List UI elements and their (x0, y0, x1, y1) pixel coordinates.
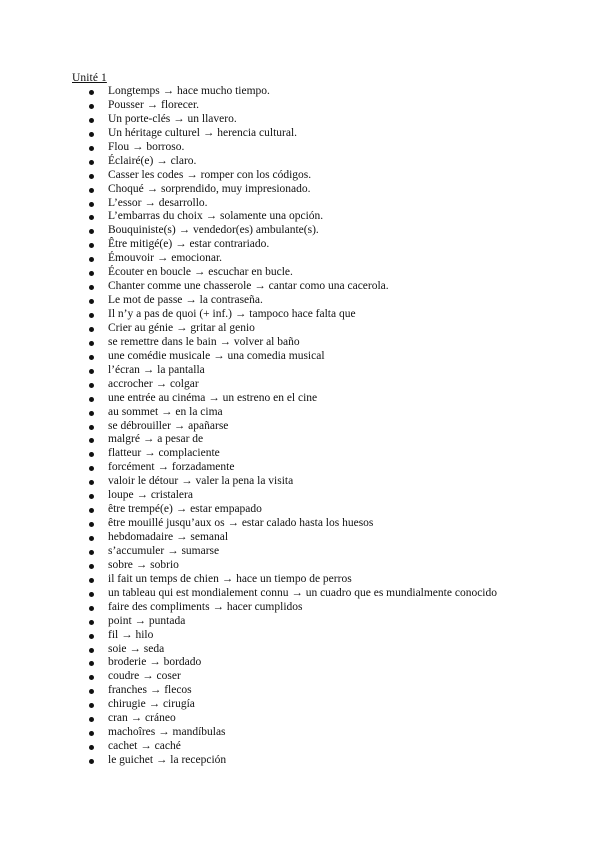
bullet-icon (89, 271, 94, 276)
vocab-entry (108, 615, 185, 629)
french-term: Un porte-clés (108, 112, 171, 125)
spanish-translation: semanal (190, 531, 229, 543)
vocab-entry (108, 252, 222, 266)
vocab-entry (108, 392, 317, 406)
bullet-icon (89, 661, 94, 666)
spanish-translation: cristalera (150, 489, 193, 502)
french-term: Un héritage culturel (108, 126, 200, 139)
spanish-translation: florecer. (161, 98, 200, 111)
right-arrow-icon: → (143, 182, 162, 195)
right-arrow-icon: → (131, 614, 149, 627)
vocab-entry (108, 127, 297, 141)
french-term: Être mitigé(e) (108, 238, 173, 251)
french-term: soie (108, 642, 127, 655)
vocab-entry (108, 141, 184, 155)
spanish-translation: volver al baño (233, 335, 300, 348)
spanish-translation: bordado (163, 656, 202, 669)
french-term: se remettre dans le bain (108, 335, 217, 348)
bullet-icon (89, 592, 94, 597)
vocab-entry (108, 656, 201, 670)
vocab-entry (108, 517, 373, 531)
spanish-translation: colgar (169, 377, 199, 390)
vocab-entry (108, 601, 303, 615)
french-term: cran (108, 712, 128, 725)
bullet-icon (89, 229, 94, 234)
vocab-entry (108, 197, 208, 211)
vocab-entry (108, 238, 269, 252)
spanish-translation: una comedia musical (227, 349, 325, 362)
french-term: Émouvoir (108, 252, 154, 265)
right-arrow-icon: → (145, 698, 163, 711)
spanish-translation: herencia cultural. (217, 126, 298, 139)
right-arrow-icon: → (143, 98, 162, 111)
french-term: chirugie (108, 698, 146, 711)
right-arrow-icon: → (173, 531, 191, 543)
vocab-entry (108, 113, 237, 127)
vocab-entry (108, 433, 203, 447)
spanish-translation: hacer cumplidos (226, 600, 303, 613)
vocab-entry (108, 712, 176, 726)
spanish-translation: tampoco hace falta que (249, 308, 356, 320)
french-term: être mouillé jusqu’aux os (108, 517, 225, 530)
french-term: hebdomadaire (108, 531, 174, 543)
bullet-icon (89, 425, 94, 430)
right-arrow-icon: → (139, 433, 158, 446)
french-term: cachet (108, 740, 138, 753)
vocab-entry (108, 155, 196, 169)
bullet-icon (89, 703, 94, 708)
right-arrow-icon: → (158, 405, 176, 418)
bullet-icon (89, 243, 94, 248)
spanish-translation: valer la pena la visita (195, 475, 294, 488)
right-arrow-icon: → (251, 280, 269, 293)
bullet-icon (89, 578, 94, 583)
bullet-icon (89, 132, 94, 137)
right-arrow-icon: → (129, 140, 147, 153)
vocab-entry (108, 503, 262, 517)
french-term: le guichet (108, 754, 154, 766)
bullet-icon (89, 452, 94, 457)
vocab-entry (108, 420, 228, 434)
spanish-translation: cantar como una cacerola. (268, 280, 389, 293)
french-term: machoîres (108, 726, 156, 739)
french-term: sobre (108, 558, 133, 571)
french-term: coudre (108, 670, 140, 683)
bullet-icon (89, 285, 94, 290)
bullet-icon (89, 202, 94, 207)
bullet-icon (89, 494, 94, 499)
bullet-icon (89, 689, 94, 694)
vocab-entry (108, 559, 179, 573)
french-term: être trempé(e) (108, 503, 173, 516)
spanish-translation: estar contrariado. (189, 238, 270, 251)
spanish-translation: la contraseña. (199, 294, 263, 307)
vocab-entry (108, 336, 300, 350)
bullet-icon (89, 564, 94, 569)
spanish-translation: sobrio (150, 558, 179, 571)
vocab-entry (108, 378, 199, 392)
spanish-translation: coser (156, 670, 181, 683)
bullet-icon (89, 648, 94, 653)
bullet-icon (89, 675, 94, 680)
bullet-icon (89, 257, 94, 262)
vocab-entry (108, 726, 226, 740)
french-term: flatteur (108, 447, 142, 460)
spanish-translation: la pantalla (157, 363, 205, 376)
bullet-icon (89, 104, 94, 109)
bullet-icon (89, 383, 94, 388)
vocab-entry (108, 643, 164, 657)
right-arrow-icon: → (170, 112, 188, 125)
french-term: Écouter en boucle (108, 266, 192, 279)
bullet-icon (89, 118, 94, 123)
right-arrow-icon: → (175, 224, 193, 237)
bullet-icon (89, 717, 94, 722)
right-arrow-icon: → (133, 489, 151, 502)
spanish-translation: vendedor(es) ambulante(s). (192, 224, 319, 237)
french-term: franches (108, 684, 147, 697)
right-arrow-icon: → (132, 558, 151, 571)
bullet-icon (89, 508, 94, 513)
vocab-entry (108, 406, 223, 420)
french-term: Pousser (108, 98, 144, 111)
french-term: au sommet (108, 405, 159, 418)
spanish-translation: mandíbulas (172, 726, 226, 739)
spanish-translation: flecos (164, 684, 192, 697)
vocab-entry (108, 629, 153, 643)
right-arrow-icon: → (216, 335, 234, 348)
french-term: une entrée au cinéma (108, 391, 206, 404)
right-arrow-icon: → (205, 391, 223, 404)
bullet-icon (89, 480, 94, 485)
spanish-translation: borroso. (146, 140, 185, 153)
french-term: s’accumuler (108, 544, 165, 557)
vocab-entry (108, 99, 199, 113)
spanish-translation: romper con los códigos. (200, 168, 312, 181)
spanish-translation: hace mucho tiempo. (177, 85, 270, 97)
right-arrow-icon: → (146, 656, 164, 669)
bullet-icon (89, 341, 94, 346)
vocab-entry (108, 740, 181, 754)
french-term: Éclairé(e) (108, 154, 154, 167)
vocab-entry (108, 322, 255, 336)
french-term: broderie (108, 656, 147, 669)
french-term: accrocher (108, 377, 153, 390)
right-arrow-icon: → (210, 349, 228, 362)
bullet-icon (89, 146, 94, 151)
french-term: Bouquiniste(s) (108, 224, 176, 237)
right-arrow-icon: → (202, 210, 220, 223)
vocab-entry (108, 169, 311, 183)
vocab-entry (108, 684, 192, 698)
spanish-translation: en la cima (175, 405, 223, 418)
right-arrow-icon: → (173, 321, 191, 334)
french-term: Chanter comme une chasserole (108, 280, 252, 293)
bullet-icon (89, 188, 94, 193)
spanish-translation: emocionar. (171, 252, 223, 265)
right-arrow-icon: → (139, 670, 157, 683)
spanish-translation: seda (143, 642, 165, 655)
right-arrow-icon: → (170, 419, 189, 432)
right-arrow-icon: → (209, 600, 227, 613)
right-arrow-icon: → (152, 377, 170, 390)
spanish-translation: desarrollo. (158, 196, 208, 209)
right-arrow-icon: → (218, 572, 237, 585)
french-term: un tableau qui est mondialement connu (108, 586, 289, 599)
french-term: L’embarras du choix (108, 210, 203, 223)
french-term: L’essor (108, 196, 142, 209)
vocab-entry (108, 461, 234, 475)
vocab-entry (108, 587, 497, 601)
spanish-translation: apañarse (188, 419, 229, 432)
vocab-entry (108, 210, 323, 224)
spanish-translation: solamente una opción. (220, 210, 324, 223)
right-arrow-icon: → (159, 85, 177, 97)
right-arrow-icon: → (155, 726, 173, 739)
vocab-entry (108, 294, 263, 308)
french-term: l’écran (108, 363, 140, 376)
french-term: Crier au génie (108, 321, 174, 334)
right-arrow-icon: → (164, 544, 182, 557)
spanish-translation: complaciente (158, 447, 220, 460)
right-arrow-icon: → (141, 447, 159, 460)
bullet-icon (89, 745, 94, 750)
french-term: Le mot de passe (108, 294, 183, 307)
bullet-icon (89, 397, 94, 402)
spanish-translation: un llavero. (187, 112, 237, 125)
right-arrow-icon: → (183, 168, 201, 181)
vocab-entry (108, 545, 219, 559)
bullet-icon (89, 411, 94, 416)
french-term: il fait un temps de chien (108, 572, 219, 585)
french-term: point (108, 614, 132, 627)
spanish-translation: gritar al genio (190, 321, 255, 334)
bullet-icon (89, 466, 94, 471)
right-arrow-icon: → (139, 363, 158, 376)
french-term: forcément (108, 461, 155, 474)
right-arrow-icon: → (288, 586, 306, 599)
vocab-entry (108, 531, 228, 545)
french-term: Il n’y a pas de quoi (+ inf.) (108, 308, 233, 320)
bullet-icon (89, 313, 94, 318)
bullet-icon (89, 327, 94, 332)
bullet-icon (89, 620, 94, 625)
right-arrow-icon: → (137, 740, 155, 753)
spanish-translation: puntada (148, 614, 186, 627)
bullet-icon (89, 522, 94, 527)
right-arrow-icon: → (199, 126, 218, 139)
bullet-icon (89, 550, 94, 555)
spanish-translation: a pesar de (157, 433, 204, 446)
spanish-translation: un estreno en el cine (222, 391, 318, 404)
right-arrow-icon: → (146, 684, 165, 697)
unit-heading: Unité 1 (72, 72, 107, 84)
vocab-entry (108, 475, 293, 489)
vocab-entry (108, 573, 352, 587)
french-term: Choqué (108, 182, 144, 195)
vocab-entry (108, 350, 325, 364)
right-arrow-icon: → (118, 628, 136, 641)
spanish-translation: la recepción (170, 754, 227, 766)
french-term: malgré (108, 433, 140, 446)
right-arrow-icon: → (153, 754, 171, 766)
right-arrow-icon: → (126, 642, 144, 655)
right-arrow-icon: → (172, 238, 190, 251)
spanish-translation: un cuadro que es mundialmente conocido (305, 586, 497, 599)
french-term: Flou (108, 140, 130, 153)
right-arrow-icon: → (141, 196, 159, 209)
french-term: valoir le détour (108, 475, 179, 488)
right-arrow-icon: → (178, 475, 196, 488)
right-arrow-icon: → (154, 252, 172, 265)
spanish-translation: cráneo (145, 712, 176, 725)
spanish-translation: hilo (135, 628, 154, 641)
right-arrow-icon: → (172, 503, 191, 516)
right-arrow-icon: → (153, 154, 171, 167)
french-term: faire des compliments (108, 600, 210, 613)
spanish-translation: caché (154, 740, 181, 753)
bullet-icon (89, 299, 94, 304)
right-arrow-icon: → (182, 294, 200, 307)
bullet-icon (89, 536, 94, 541)
right-arrow-icon: → (191, 266, 209, 279)
vocab-entry (108, 280, 389, 294)
bullet-icon (89, 369, 94, 374)
vocab-entry (108, 183, 311, 197)
bullet-icon (89, 90, 94, 95)
french-term: se débrouiller (108, 419, 171, 432)
right-arrow-icon: → (127, 712, 146, 725)
bullet-icon (89, 759, 94, 764)
spanish-translation: cirugía (162, 698, 195, 711)
bullet-icon (89, 606, 94, 611)
bullet-icon (89, 731, 94, 736)
spanish-translation: estar calado hasta los huesos (241, 517, 374, 530)
bullet-icon (89, 174, 94, 179)
vocab-entry (108, 266, 293, 280)
right-arrow-icon: → (224, 517, 242, 530)
bullet-icon (89, 160, 94, 165)
spanish-translation: hace un tiempo de perros (236, 572, 352, 585)
vocab-entry (108, 670, 181, 684)
spanish-translation: sorprendido, muy impresionado. (161, 182, 311, 195)
vocab-entry (108, 489, 193, 503)
vocab-entry (108, 447, 220, 461)
spanish-translation: forzadamente (171, 461, 235, 474)
vocab-entry (108, 364, 205, 378)
vocab-entry (108, 754, 226, 768)
bullet-icon (89, 215, 94, 220)
bullet-icon (89, 438, 94, 443)
french-term: loupe (108, 489, 134, 502)
french-term: Casser les codes (108, 168, 184, 181)
spanish-translation: escuchar en bucle. (208, 266, 293, 279)
vocab-entry (108, 85, 270, 99)
vocab-entry (108, 224, 319, 238)
right-arrow-icon: → (232, 308, 250, 320)
right-arrow-icon: → (154, 461, 172, 474)
vocab-entry (108, 308, 356, 322)
vocab-entry (108, 698, 195, 712)
french-term: une comédie musicale (108, 349, 211, 362)
spanish-translation: claro. (170, 154, 197, 167)
spanish-translation: estar empapado (190, 503, 262, 516)
spanish-translation: sumarse (181, 544, 220, 557)
bullet-icon (89, 355, 94, 360)
bullet-icon (89, 634, 94, 639)
french-term: Longtemps (108, 85, 160, 97)
french-term: fil (108, 628, 119, 641)
